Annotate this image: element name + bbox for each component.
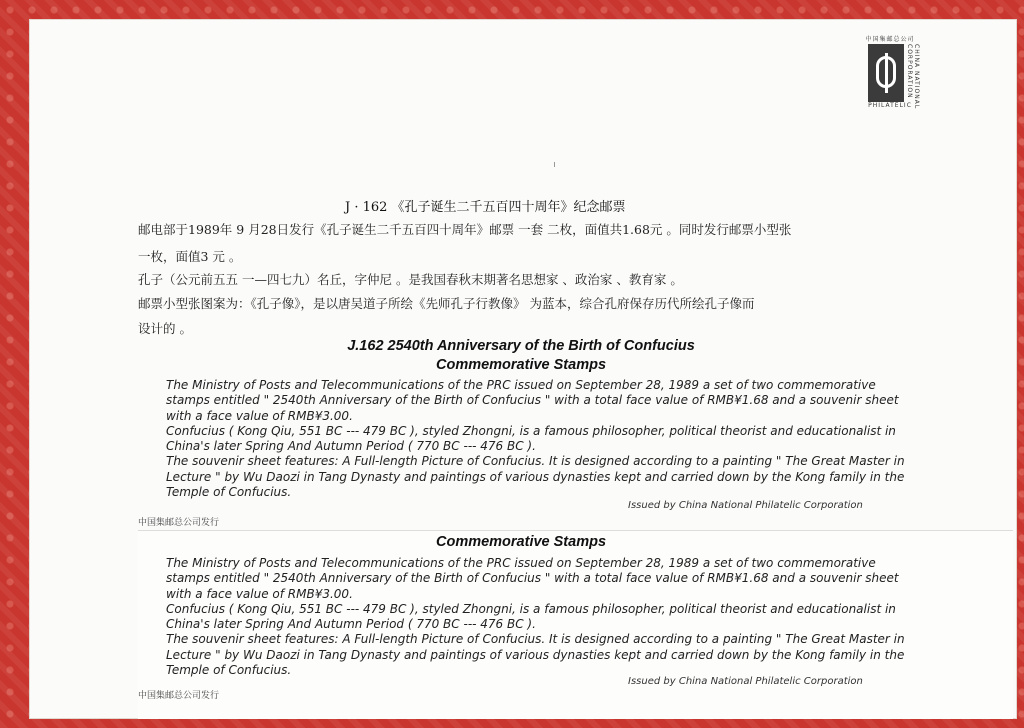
chinese-title: J · 162 《孔子诞生二千五百四十周年》纪念邮票 <box>345 200 626 215</box>
english-heading-line-2: Commemorative Stamps <box>435 357 607 373</box>
english-paragraph-1: The Ministry of Posts and Telecommunications of the PRC issued on September 28, 1989 a set of two commemorative stamps entitled " 2540th Anniversary of the Birth of Confucius " with a total face value of RMB¥1.68 and a souvenir sheet with a face value of RMB¥3.00. <box>166 378 899 423</box>
china-philatelic-logo <box>860 34 920 112</box>
issued-by-text: Issued by China National Philatelic Corporation <box>628 500 863 511</box>
phi-emblem-icon <box>876 56 896 88</box>
english-section-1 <box>138 378 908 500</box>
chinese-line-4: 邮票小型张图案为：《孔子像》，是以唐吴道子所绘《先师孔子行教像》 为蓝本，综合孔府保存历代所绘孔子像而 <box>138 296 755 311</box>
chinese-line-3: 孔子（公元前五五 一—四七九）名丘，字仲尼 。是我国春秋末期著名思想家 、政治家 、教育家 。 <box>138 272 683 287</box>
logo-bottom-text: PHILATELIC <box>868 102 912 109</box>
english-section-2 <box>138 556 908 678</box>
chinese-issuer-text: 中国集邮总公司发行 <box>138 518 220 528</box>
chinese-line-5: 设计的 。 <box>138 321 192 336</box>
english-paragraph-4: The Ministry of Posts and Telecommunications of the PRC issued on September 28, 1989 a set of two commemorative stamps entitled " 2540th Anniversary of the Birth of Confucius " with a total face value of RMB¥1.68 and a souvenir sheet with a face value of RMB¥3.00. <box>166 556 899 601</box>
english-paragraph-6: The souvenir sheet features: A Full-length Picture of Confucius. It is designed according to a painting " The Great Master in Lecture " by Wu Daozi in Tang Dynasty and paintings of various dynasties kept and carried down by the Kong family in the Temple of Confucius. <box>166 632 905 678</box>
logo-emblem-icon <box>868 44 904 102</box>
english-paragraph-2: Confucius ( Kong Qiu, 551 BC --- 479 BC ), styled Zhongni, is a famous philosopher, political theorist and educationalist in China's later Spring And Autumn Period ( 770 BC --- 476 BC ). <box>166 423 896 454</box>
chinese-line-2: 一枚，面值3 元 。 <box>138 249 242 264</box>
logo-top-text: 中国集邮总公司 <box>865 36 915 43</box>
english-heading-2: Commemorative Stamps <box>435 534 607 550</box>
english-paragraph-3: The souvenir sheet features: A Full-length Picture of Confucius. It is designed according to a painting " The Great Master in Lecture " by Wu Daozi in Tang Dynasty and paintings of various dynasties kept and carried down by the Kong family in the Temple of Confucius. <box>166 454 905 500</box>
english-paragraph-5: Confucius ( Kong Qiu, 551 BC --- 479 BC ), styled Zhongni, is a famous philosopher, political theorist and educationalist in China's later Spring And Autumn Period ( 770 BC --- 476 BC ). <box>166 601 896 632</box>
chinese-issuer-text-2: 中国集邮总公司发行 <box>138 691 220 701</box>
chinese-line-1: 邮电部于1989年 9 月28日发行《孔子诞生二千五百四十周年》邮票 一套 二枚，面值共1.68元 。同时发行邮票小型张 <box>138 222 792 237</box>
issued-by-text-2: Issued by China National Philatelic Corporation <box>628 676 863 687</box>
logo-side-text: CHINA NATIONAL CORPORATION <box>906 44 920 110</box>
english-heading-line-1: J.162 2540th Anniversary of the Birth of Confucius <box>347 338 695 354</box>
crease-mark <box>554 162 555 167</box>
